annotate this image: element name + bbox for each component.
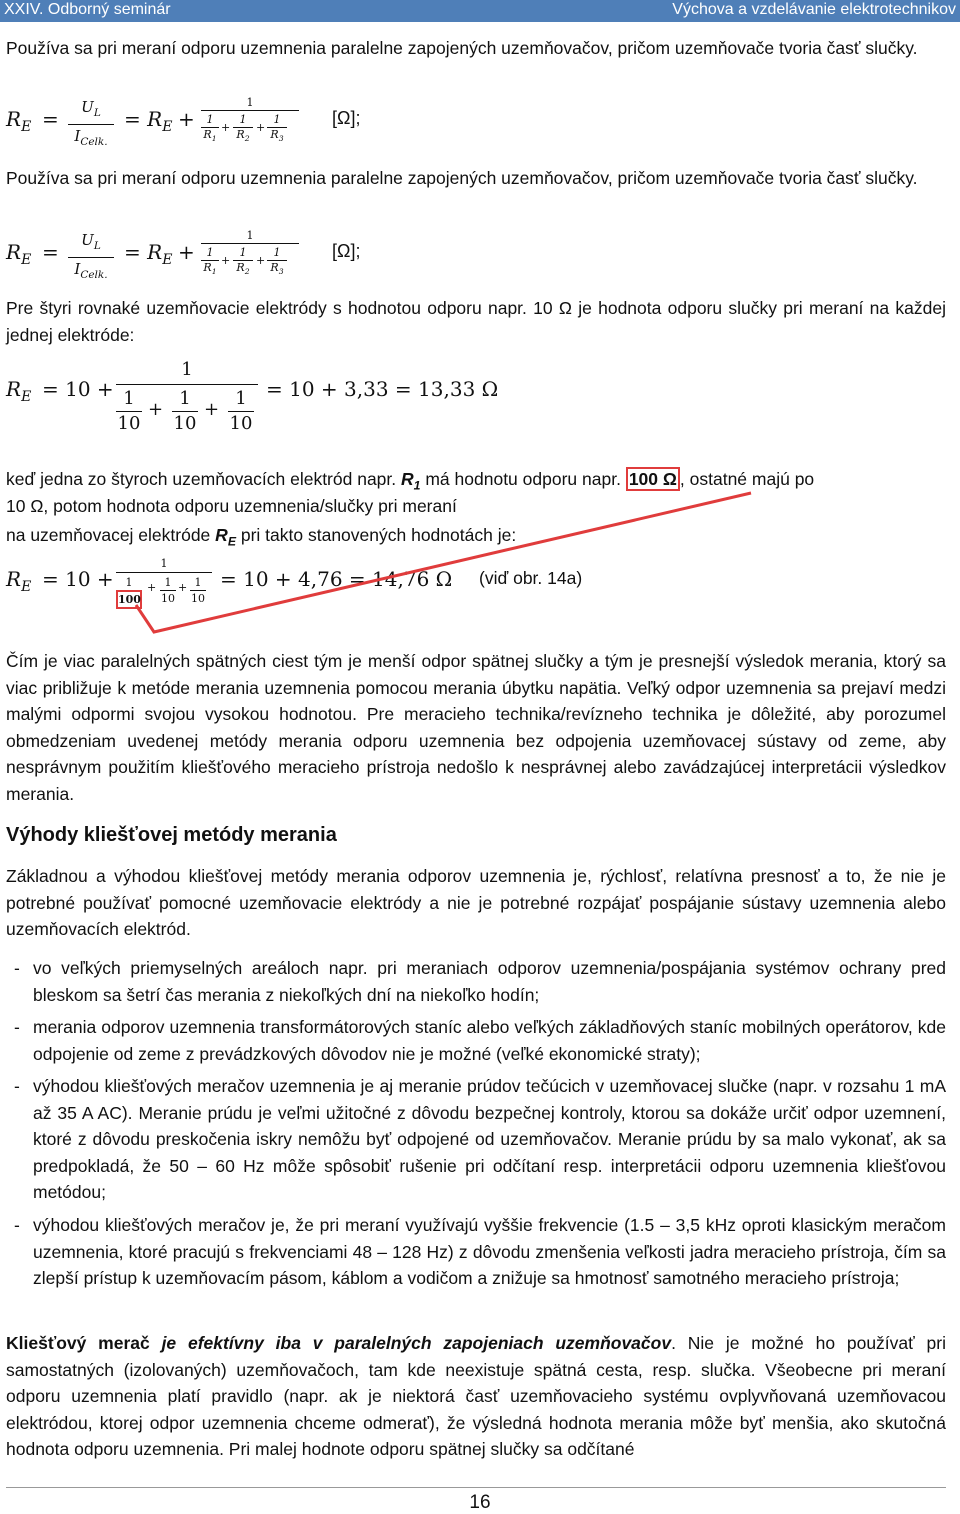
one-electrode-paragraph: keď jedna zo štyroch uzemňovacích elektród napr. $R_1$ má hodnotu odporu napr. 100 Ω , ostatné majú po: [6, 469, 815, 493]
formula-plus: +: [178, 107, 195, 131]
header-seminar-title: XXIV. Odborný seminár: [4, 1, 171, 18]
header-section-title: Výchova a vzdelávanie elektrotechnikov: [672, 1, 956, 18]
parallel-paths-paragraph: Čím je viac paralelných spätných ciest tým je menší odpor spätnej slučky a tým je presnejší výsledok merania, ktorý sa viac približuje k metóde merania uzemnenia pomocou merania úbytku napätia. Veľký odpor uzemnenia sa prejaví medzi malými odpormi svojou vysokou hodnotou. Pre meracieho technika/revízneho technika je dôležité, aby porozumel obmedzeniam uvedenej metódy merania odporu uzemnenia bez odpojenia uzemňovacej sústavy od zeme, aby nesprávnym použitím kliešťového meracieho prístroja nedošlo k nesprávnej alebo zavádzajúcej interpretácii výsledkov merania.: [6, 651, 946, 804]
advantages-paragraph: Základnou a výhodou kliešťovej metódy merania odporov uzemnenia je, rýchlosť, relatívna presnosť a to, že nie je potrebné používať pomocné uzemňovacie elektródy a nie je potrebné rozpájať pospájanie sústavy uzemnenia alebo uzemňovacích elektród.: [6, 866, 946, 940]
formula-ul-over-ic: $U_L$ $I_{Celk.}$: [68, 96, 114, 153]
one-electrode-line-3: na uzemňovacej elektróde $R_E$ pri takto stanovených hodnotách je:: [6, 525, 517, 549]
intro-paragraph-2: Používa sa pri meraní odporu uzemnenia paralelne zapojených uzemňovačov, pričom uzemňovače tvoria časť slučky.: [6, 168, 918, 188]
highlight-100-fraction: $\frac{1}{100}$: [116, 575, 142, 609]
formula-unit: [Ω];: [332, 108, 361, 128]
formula-lhs: $R_E$: [6, 107, 32, 135]
footer-divider: [6, 1487, 946, 1488]
formula-reciprocal-sum: 1 $\frac{1}{R_1}$ + $\frac{1}{R_2}$ + $\frac{1}{R_3}$: [201, 96, 299, 147]
formula-equals: =: [42, 107, 59, 131]
section-heading: Výhody kliešťovej metódy merania: [6, 824, 337, 846]
final-paragraph: Kliešťový merač je efektívny iba v paralelných zapojeniach uzemňovačov. Nie je možné ho používať pri samostatných (izolovaných) uzemňovačoch, tam kde neexistuje spätná cesta, resp. slučka. Všeobecne pri meraní odporu uzemnenia platí pravidlo (napr. ak je niektorá časť uzemňovacieho systému ovplyvňovaná uzemňovacou elektródou, ktorej odpor uzemnenia chceme odmerať), že výsledná hodnota merania môže byť menšia, ako skutočná hodnota odporu uzemnenia. Pri malej hodnote odporu spätnej slučky sa odčítané: [6, 1333, 946, 1460]
formula-re: = $R_E$: [124, 107, 173, 135]
formula-unequal-result: = 10 + 4,76 = 14,76 Ω: [220, 567, 453, 591]
intro-paragraph-1: Používa sa pri meraní odporu uzemnenia paralelne zapojených uzemňovačov, pričom uzemňovače tvoria časť slučky.: [6, 38, 918, 58]
figure-reference: (viď obr. 14a): [479, 568, 583, 588]
one-electrode-line-2: 10 Ω, potom hodnota odporu uzemnenia/slučky pri meraní: [6, 496, 457, 516]
page-number: 16: [469, 1492, 491, 1513]
highlight-100-ohm: 100 Ω: [626, 467, 680, 491]
four-electrodes-paragraph: Pre štyri rovnaké uzemňovacie elektródy s hodnotou odporu napr. 10 Ω je hodnota odporu slučky pri meraní na každej jednej elektróde:: [6, 298, 946, 345]
callout-lines: [6, 0, 946, 660]
callout-arrow-line: [136, 493, 751, 632]
formula-equal-result: = 10 + 3,33 = 13,33 Ω: [266, 377, 499, 401]
